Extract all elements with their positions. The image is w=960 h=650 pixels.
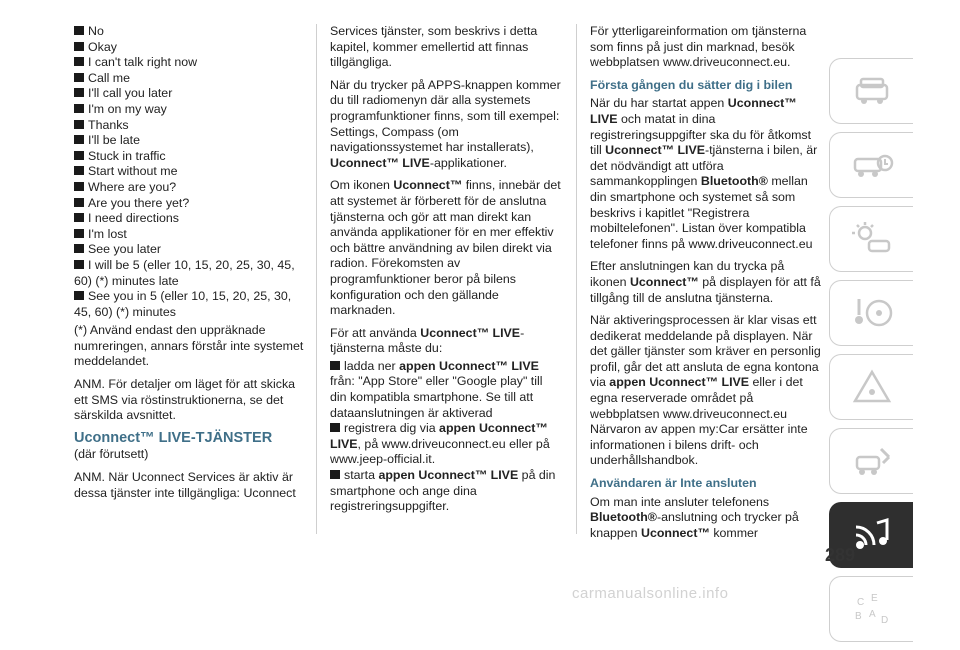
list-item: See you in 5 (eller 10, 15, 20, 25, 30, 45, 60) (*) minutes [74,289,292,319]
paragraph: Om ikonen Uconnect™ finns, innebär det att systemet är förberett för de anslutna tjänsterna och gör att man direkt kan använda applikationer för en mer effektiv och bättre användning av bilen direkt via radion. Förekomsten av programfunktioner beror på bilens konfiguration och den gällande marknaden. [330,178,561,318]
service-icon [849,441,895,481]
paragraph: Efter anslutningen kan du trycka på ikonen Uconnect™ på displayen för att få tillgång till de anslutna tjänsterna. [590,259,821,305]
bullet-icon [74,151,84,160]
list-item: Thanks [74,118,306,134]
list-item: No [74,24,306,40]
list-item: I'm lost [74,227,306,243]
car-info-icon [849,71,895,111]
multimedia-icon [849,515,895,555]
bullet-icon [330,423,340,432]
bullet-icon [74,229,84,238]
svg-text:C: C [856,597,864,608]
section-subheading: (där förutsett) [74,447,149,462]
list-item: See you later [74,242,306,258]
subheading-first-time: Första gången du sätter dig i bilen [590,77,793,92]
bullet-icon [74,120,84,129]
bullet-icon [74,26,84,35]
section-heading: Uconnect™ LIVE-TJÄNSTER [74,429,273,446]
step-item: registrera dig via appen Uconnect™ LIVE, på www.driveuconnect.eu eller på www.jeep-official.it. [330,421,550,467]
bullet-icon [74,182,84,191]
step-item: ladda ner appen Uconnect™ LIVE från: "App Store" eller "Google play" till din kompatibla smartphone. Se till att dataanslutningen är aktiverad [330,358,543,420]
list-item: I need directions [74,211,306,227]
tab-emergency[interactable] [829,354,913,420]
bullet-icon [74,88,84,97]
svg-text:E: E [870,593,878,604]
step-item: starta appen Uconnect™ LIVE på din smartphone och ange dina registreringsuppgifter. [330,468,556,514]
bullet-icon [74,42,84,51]
svg-text:A: A [868,609,876,620]
index-icon [849,589,895,629]
bullet-icon [330,361,340,370]
page-number: 289 [825,545,856,565]
tab-index[interactable] [829,576,913,642]
paragraph: För ytterligareinformation om tjänsterna som finns på just din marknad, besök webbplatsen www.driveuconnect.eu. [590,24,807,70]
tab-service[interactable] [829,428,913,494]
tab-car-info[interactable] [829,58,913,124]
sms-note: ANM. För detaljer om läget för att skicka ett SMS via röstinstruktionerna, se det särskilda avsnittet. [74,377,296,423]
driving-icon [849,293,895,333]
tab-safety[interactable] [829,132,913,198]
bullet-icon [74,104,84,113]
bullet-icon [74,166,84,175]
list-item: Are you there yet? [74,196,306,212]
emergency-icon [849,367,895,407]
right-column [590,24,822,548]
bullet-icon [74,213,84,222]
bullet-icon [74,260,84,269]
list-item: Stuck in traffic [74,149,306,165]
list-item: I'll be late [74,133,306,149]
paragraph: När du har startat appen Uconnect™ LIVE och matat in dina registreringsuppgifter ska du för åtkomst till Uconnect™ LIVE-tjänsterna i bilen, är det nödvändigt att utföra sammankopplingen Bluetooth® mellan din smartphone och systemet så som beskrivs i kapitlet "Registrera mobiltelefonen". Listan över kompatibla telefoner finns på www.driveuconnect.eu [590,96,818,251]
lights-icon [849,219,895,259]
paragraph: När du trycker på APPS-knappen kommer du till radiomenyn där alla systemets programfunktioner finns, som till exempel: Settings, Compass (om navigationssystemet har installerats), Uconnect™ LIVE-applikationer. [330,77,561,170]
tab-driving[interactable] [829,280,913,346]
list-item: Okay [74,40,306,56]
watermark: carmanualsonline.info [572,585,729,602]
car-safety-icon [849,145,895,185]
bullet-icon [330,470,340,479]
bullet-icon [74,198,84,207]
paragraph: När aktiveringsprocessen är klar visas ett dedikerat meddelande på displayen. När det gäller tjänster som kräver en personlig profil, går det att ansluta de egna kontona via appen Uconnect™ LIVE eller i det egna reserverade området på webbplatsen www.driveuconnect.eu Närvaron av appen my:Car ersätter inte informationen i bilens drift- och underhållshandbok. [590,313,821,468]
bullet-icon [74,291,84,300]
list-item: Call me [74,71,306,87]
column-divider-1 [316,24,317,534]
tab-lights[interactable] [829,206,913,272]
paragraph: Services tjänster, som beskrivs i detta kapitel, kommer emellertid att finnas tillgängliga. [330,24,538,70]
left-column [74,24,306,508]
paragraph: Om man inte ansluter telefonens Bluetooth®-anslutning och trycker på knappen Uconnect™ kommer [590,494,799,540]
services-note: ANM. När Uconnect Services är aktiv är dessa tjänster inte tillgängliga: Uconnect [74,470,296,500]
list-item: I'm on my way [74,102,306,118]
bullet-icon [74,244,84,253]
list-item: I'll call you later [74,86,306,102]
middle-column [330,24,562,515]
subheading-not-connected: Användaren är Inte ansluten [590,476,757,491]
bullet-icon [74,135,84,144]
numbering-note: (*) Använd endast den uppräknade numreringen, annars förstår inte systemet meddelandet. [74,323,304,369]
list-item: I will be 5 (eller 10, 15, 20, 25, 30, 45, 60) (*) minutes late [74,257,295,288]
svg-text:B: B [854,611,862,622]
bullet-icon [74,73,84,82]
paragraph: För att använda Uconnect™ LIVE-tjänsterna måste du: [330,325,525,356]
column-divider-2 [576,24,577,534]
bullet-icon [74,57,84,66]
sms-reply-list [74,24,306,320]
list-item: Where are you? [74,180,306,196]
svg-text:D: D [880,615,888,626]
list-item: I can't talk right now [74,55,306,71]
list-item: Start without me [74,164,306,180]
